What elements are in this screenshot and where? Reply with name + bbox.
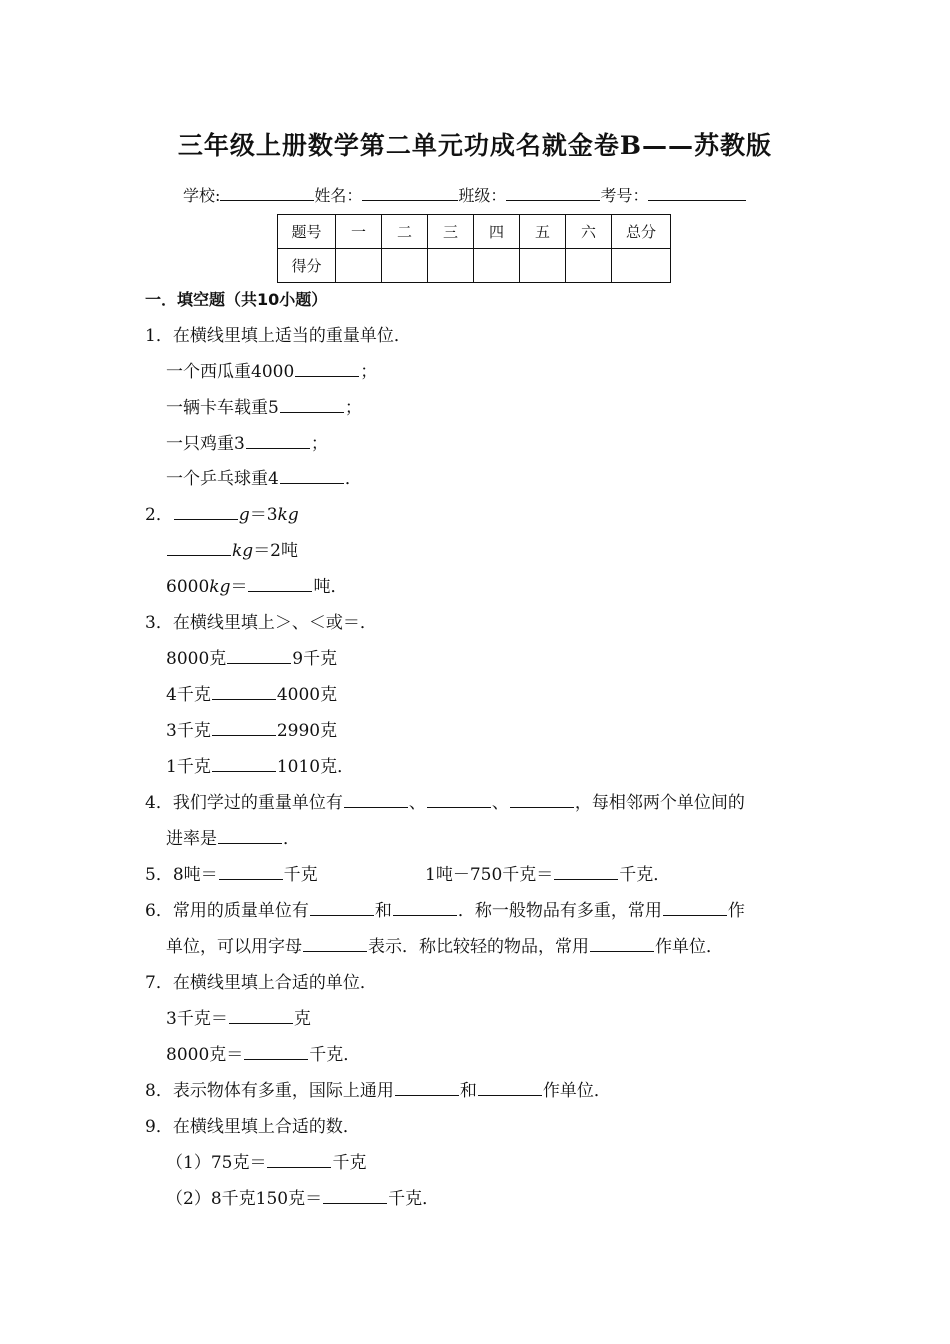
section-title: 一．填空题（共10小题） (145, 290, 328, 309)
q3-c-left: 3千克 (166, 721, 211, 741)
score-table (277, 214, 671, 283)
answer-blank[interactable] (295, 361, 359, 377)
q8-b: 和 (459, 1081, 477, 1101)
answer-blank[interactable] (229, 1008, 293, 1024)
q7-item-b (166, 1044, 360, 1066)
answer-blank[interactable] (663, 900, 727, 916)
answer-blank[interactable] (510, 792, 574, 808)
q7-b-end: 千克． (309, 1045, 361, 1065)
score-header-cell: 总分 (612, 215, 671, 249)
q6-l1-d: 作 (727, 901, 745, 921)
q4-line-1 (145, 792, 745, 814)
class-label: 班级： (458, 186, 507, 205)
q7-stem: 7．在横线里填上合适的单位． (145, 973, 377, 993)
q8-c: 作单位． (542, 1081, 611, 1101)
q2-item-a (145, 504, 299, 526)
q9-b-text: （2）8千克150克＝ (166, 1189, 323, 1209)
q1-b-text: 一辆卡车载重5 (166, 398, 279, 418)
q3-item-a (166, 648, 337, 670)
q2-b-eq: ＝2吨 (253, 541, 299, 561)
q6-l2-a: 单位，可以用字母 (166, 937, 302, 957)
q6-l2-b: 表示．称比较轻的物品，常用 (368, 937, 589, 957)
q2-a-unit2: kg (277, 505, 299, 525)
answer-blank[interactable] (167, 540, 231, 556)
q1-c-text: 一只鸡重3 (166, 434, 245, 454)
answer-blank[interactable] (219, 864, 283, 880)
answer-blank[interactable] (310, 900, 374, 916)
q6-line-1 (145, 900, 745, 922)
answer-blank[interactable] (395, 1080, 459, 1096)
school-label: 学校: (183, 186, 221, 205)
answer-blank[interactable] (427, 792, 491, 808)
q6-l1-b: 和 (374, 901, 392, 921)
answer-blank[interactable] (246, 433, 310, 449)
q9-item-a (166, 1152, 366, 1174)
q2-c-eq: ＝ (230, 577, 248, 597)
q1-b-end: ； (344, 398, 362, 418)
q5-b-end: 千克． (619, 865, 671, 885)
answer-blank[interactable] (303, 936, 367, 952)
score-header-cell: 四 (474, 215, 520, 249)
score-cell[interactable] (382, 249, 428, 283)
q7-b-text: 8000克＝ (166, 1045, 244, 1065)
q7-a-end: 克 (293, 1009, 311, 1029)
q2-item-c (166, 576, 347, 598)
score-cell[interactable] (612, 249, 671, 283)
number-label: 考号： (600, 186, 649, 205)
q1-c-end: ； (310, 434, 328, 454)
answer-blank[interactable] (212, 756, 276, 772)
q1-a-end: ； (360, 362, 378, 382)
score-header-cell: 一 (336, 215, 382, 249)
q5-b-text: 1吨－750千克＝ (425, 865, 554, 885)
q3-d-right: 1010克． (276, 757, 355, 777)
answer-blank[interactable] (554, 864, 618, 880)
answer-blank[interactable] (280, 397, 344, 413)
answer-blank[interactable] (280, 468, 344, 484)
q5-a-text: 5．8吨＝ (145, 865, 218, 885)
school-field[interactable] (220, 186, 314, 201)
class-field[interactable] (506, 186, 600, 201)
q4-sep: 、 (491, 793, 509, 813)
answer-blank[interactable] (590, 936, 654, 952)
q7-item-a (166, 1008, 311, 1030)
q9-a-end: 千克 (332, 1153, 367, 1173)
q2-a-eq: ＝3 (249, 505, 278, 525)
q6-line-2 (166, 936, 723, 958)
score-table-header-row (278, 215, 671, 249)
score-cell[interactable] (474, 249, 520, 283)
q4-line2-text: 进率是 (166, 829, 217, 849)
q2-item-b (166, 540, 298, 562)
q9-a-text: （1）75克＝ (166, 1153, 267, 1173)
q4-sep: 、 (408, 793, 426, 813)
q7-a-text: 3千克＝ (166, 1009, 228, 1029)
q9-b-end: 千克． (388, 1189, 440, 1209)
answer-blank[interactable] (478, 1080, 542, 1096)
answer-blank[interactable] (244, 1044, 308, 1060)
q3-a-left: 8000克 (166, 649, 227, 669)
q3-item-b (166, 684, 337, 706)
name-label: 姓名： (314, 186, 363, 205)
answer-blank[interactable] (174, 504, 238, 520)
q3-d-left: 1千克 (166, 757, 211, 777)
q2-number: 2． (145, 505, 173, 525)
q4-pre: 4．我们学过的重量单位有 (145, 793, 343, 813)
q1-item-b (166, 397, 362, 419)
q1-stem: 1．在横线里填上适当的重量单位． (145, 326, 411, 346)
score-cell[interactable] (520, 249, 566, 283)
q8-line (145, 1080, 611, 1102)
q3-a-right: 9千克 (292, 649, 338, 669)
q4-post: ，每相邻两个单位间的 (574, 793, 745, 813)
score-header-cell: 五 (520, 215, 566, 249)
q2-c-unit: kg (209, 577, 231, 597)
score-row-label: 得分 (278, 249, 336, 283)
answer-blank[interactable] (267, 1152, 331, 1168)
answer-blank[interactable] (212, 720, 276, 736)
answer-blank[interactable] (393, 900, 457, 916)
score-cell[interactable] (566, 249, 612, 283)
q4-end: ． (283, 829, 300, 849)
q3-item-c (166, 720, 337, 742)
q3-item-d (166, 756, 354, 778)
page-title: 三年级上册数学第二单元功成名就金卷B——苏教版 (177, 131, 773, 160)
q5-item-a (145, 864, 318, 886)
q1-item-d (166, 468, 362, 490)
score-header-cell: 二 (382, 215, 428, 249)
q8-a: 8．表示物体有多重，国际上通用 (145, 1081, 394, 1101)
q6-l1-c: ．称一般物品有多重，常用 (457, 901, 662, 921)
score-table-score-row (278, 249, 671, 283)
answer-blank[interactable] (218, 828, 282, 844)
score-cell[interactable] (428, 249, 474, 283)
q9-item-b (166, 1188, 439, 1210)
answer-blank[interactable] (248, 576, 312, 592)
q3-b-left: 4千克 (166, 685, 211, 705)
answer-blank[interactable] (344, 792, 408, 808)
name-field[interactable] (362, 186, 458, 201)
answer-blank[interactable] (227, 648, 291, 664)
score-cell[interactable] (336, 249, 382, 283)
q1-a-text: 一个西瓜重4000 (166, 362, 295, 382)
q1-d-text: 一个乒乓球重4 (166, 469, 279, 489)
q3-stem: 3．在横线里填上＞、＜或＝． (145, 613, 377, 633)
q2-c-pre: 6000 (166, 577, 210, 597)
q6-l1-a: 6．常用的质量单位有 (145, 901, 309, 921)
q2-c-end: 吨． (313, 577, 348, 597)
answer-blank[interactable] (323, 1188, 387, 1204)
q9-stem: 9．在横线里填上合适的数． (145, 1117, 360, 1137)
q5-item-b (425, 864, 670, 886)
q6-l2-c: 作单位． (655, 937, 723, 957)
q1-item-a (166, 361, 377, 383)
student-info-row (183, 183, 746, 206)
answer-blank[interactable] (212, 684, 276, 700)
q1-item-c (166, 433, 328, 455)
q3-c-right: 2990克 (276, 721, 338, 741)
q2-a-unit: g (238, 505, 250, 525)
q3-b-right: 4000克 (276, 685, 338, 705)
score-header-cell: 六 (566, 215, 612, 249)
number-field[interactable] (648, 186, 746, 201)
q1-d-end: ． (344, 469, 362, 489)
q4-line-2 (166, 828, 300, 850)
q5-a-end: 千克 (283, 865, 318, 885)
score-header-cell: 三 (428, 215, 474, 249)
score-header-cell: 题号 (278, 215, 336, 249)
q2-b-unit: kg (232, 541, 254, 561)
